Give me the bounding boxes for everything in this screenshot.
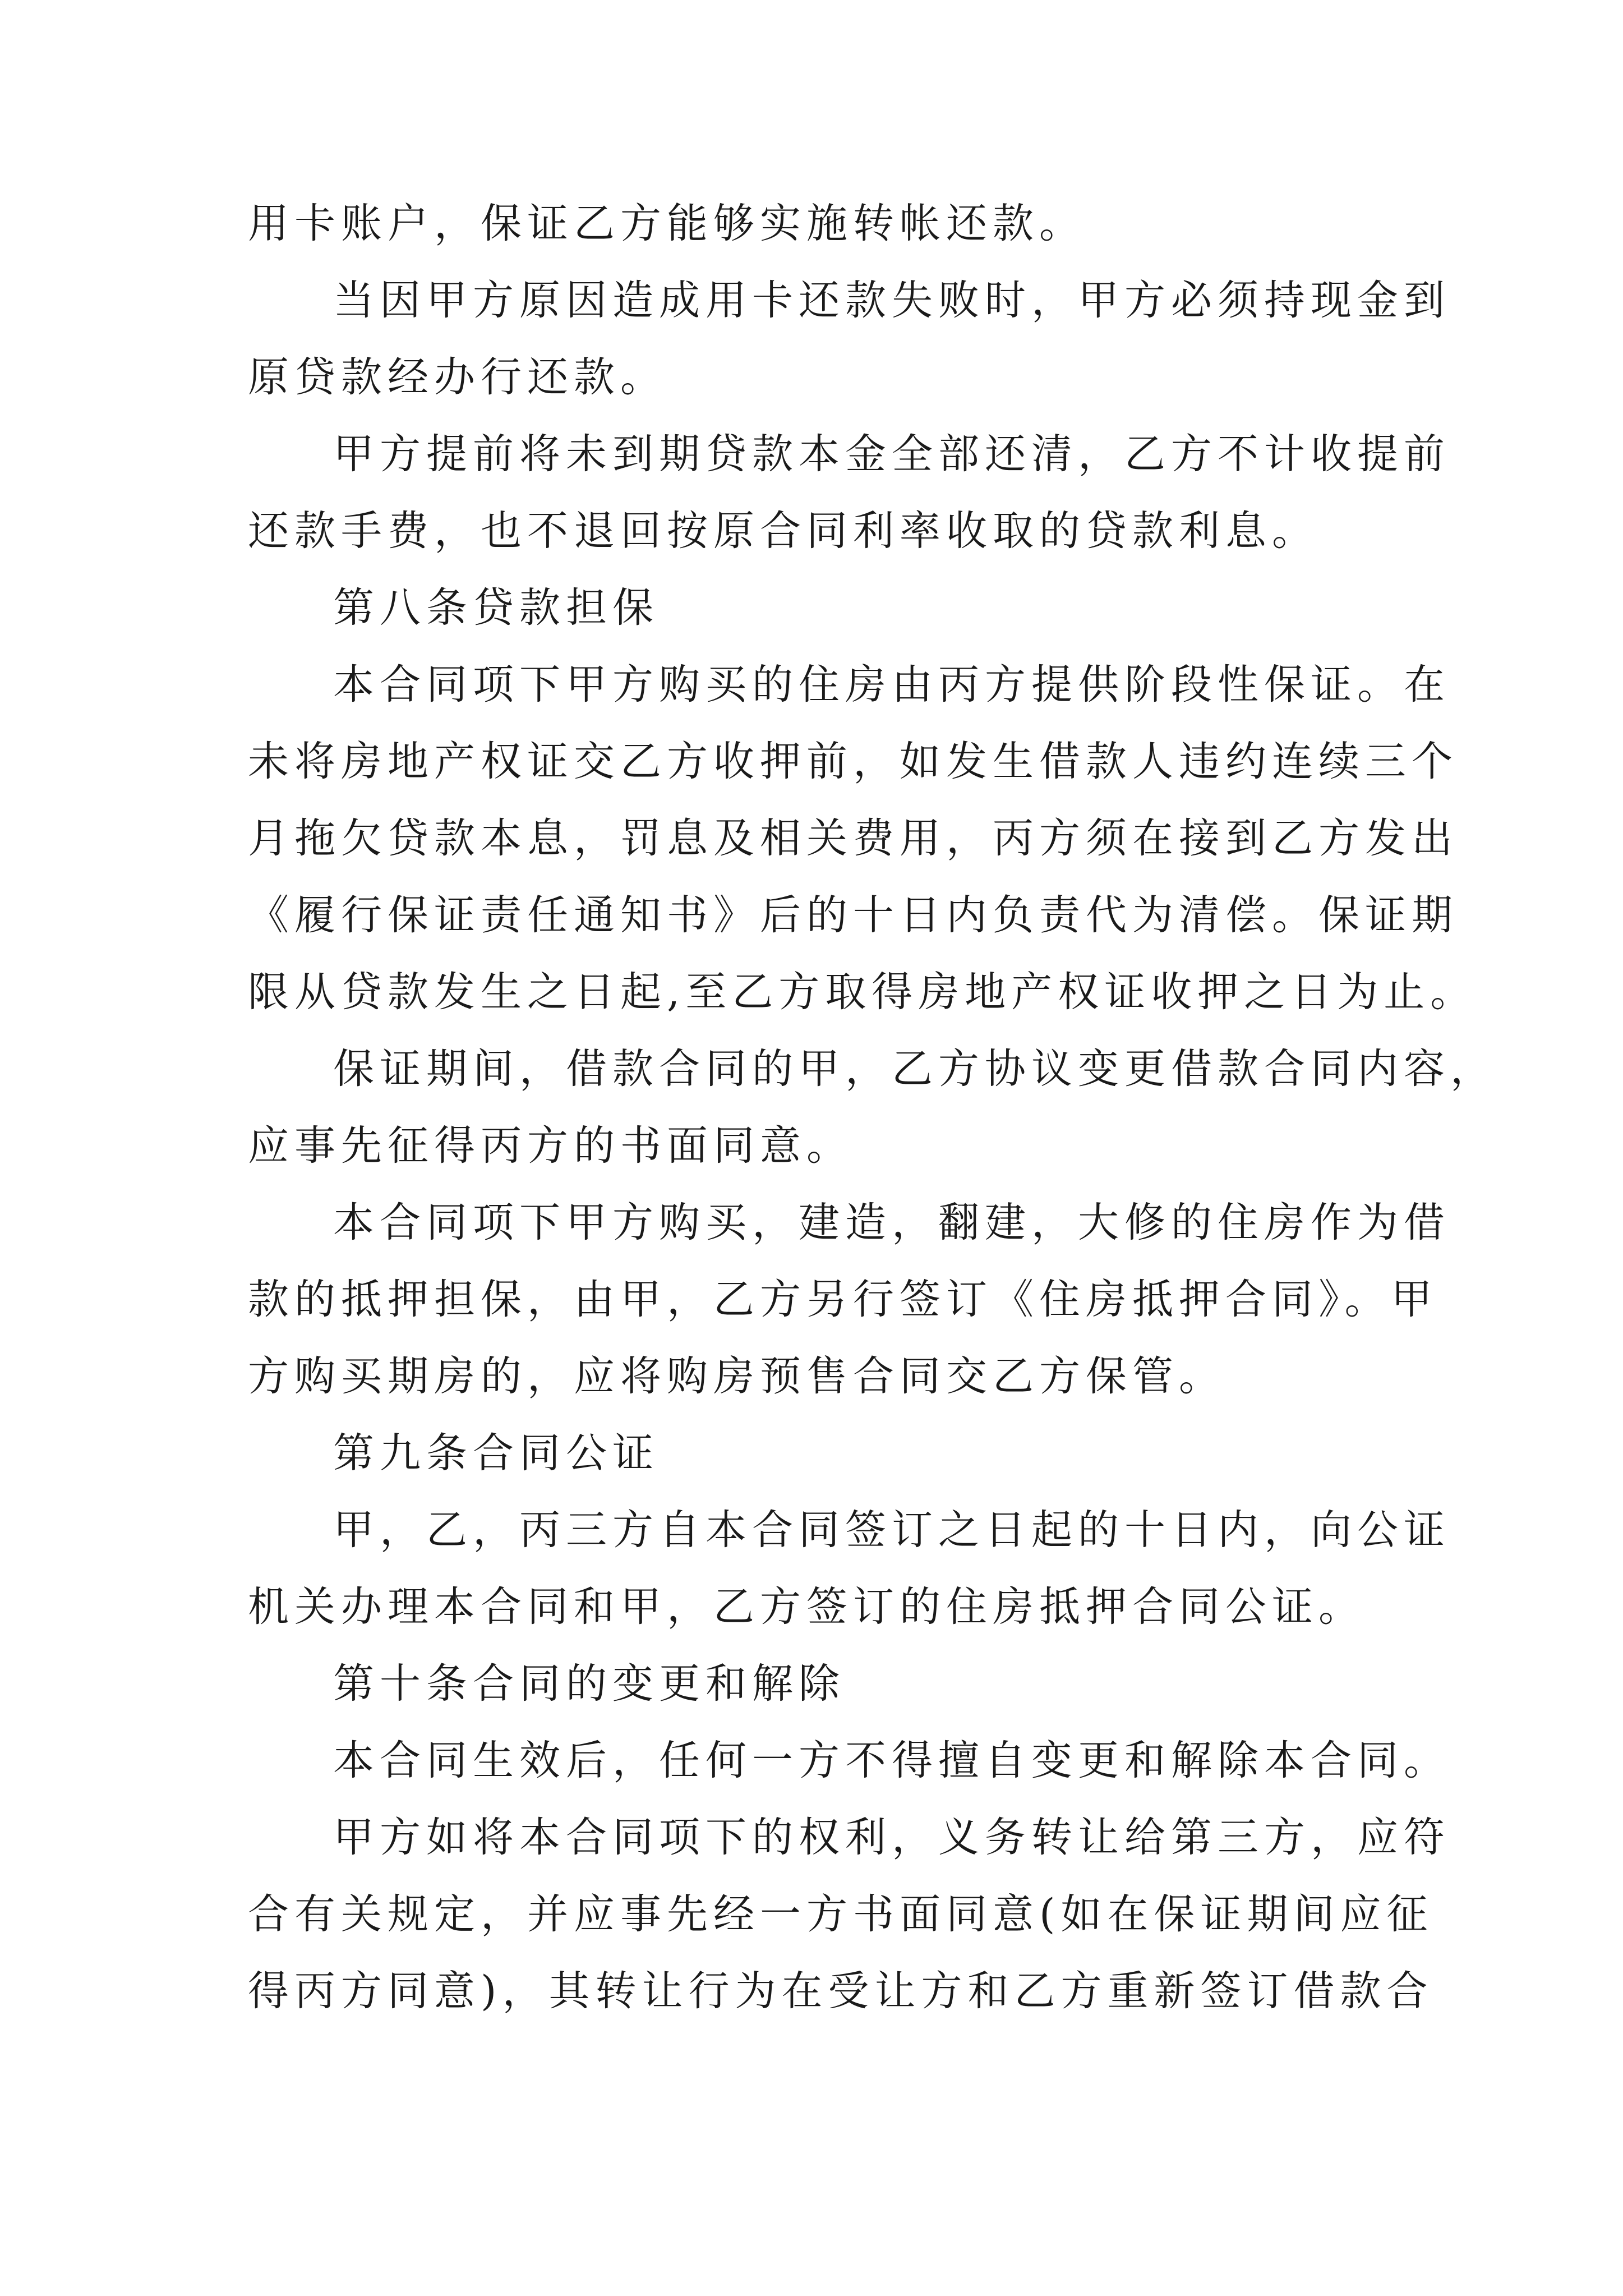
text-line: 《履行保证责任通知书》后的十日内负责代为清偿。保证期: [248, 891, 1458, 939]
paragraph-start: 本合同项下甲方购买的住房由丙方提供阶段性保证。在: [333, 661, 1450, 708]
paragraph-start: 保证期间，借款合同的甲，乙方协议变更借款合同内容，: [333, 1045, 1497, 1093]
paragraph-start: 甲，乙，丙三方自本合同签订之日起的十日内，向公证: [333, 1506, 1450, 1554]
text-line: 限从贷款发生之日起,至乙方取得房地产权证收押之日为止。: [248, 968, 1477, 1016]
text-line: 用卡账户，保证乙方能够实施转帐还款。: [248, 200, 1086, 247]
paragraph-start: 本合同生效后，任何一方不得擅自变更和解除本合同。: [333, 1737, 1450, 1784]
text-line: 还款手费，也不退回按原合同利率收取的贷款利息。: [248, 507, 1318, 555]
text-line: 机关办理本合同和甲，乙方签订的住房抵押合同公证。: [248, 1583, 1365, 1631]
section-heading-article-9: 第九条合同公证: [333, 1429, 659, 1477]
text-line: 得丙方同意)，其转让行为在受让方和乙方重新签订借款合: [248, 1967, 1433, 2015]
paragraph-start: 本合同项下甲方购买，建造，翻建，大修的住房作为借: [333, 1199, 1450, 1246]
document-body: [248, 185, 1497, 2030]
paragraph-start: 甲方如将本合同项下的权利，义务转让给第三方，应符: [333, 1814, 1450, 1861]
text-line: 应事先征得丙方的书面同意。: [248, 1122, 853, 1170]
section-heading-article-10: 第十条合同的变更和解除: [333, 1660, 845, 1708]
text-line: 月拖欠贷款本息，罚息及相关费用，丙方须在接到乙方发出: [248, 815, 1458, 862]
paragraph-start: 当因甲方原因造成用卡还款失败时，甲方必须持现金到: [333, 277, 1450, 324]
text-line: 款的抵押担保，由甲，乙方另行签订《住房抵押合同》。甲: [248, 1276, 1438, 1323]
text-line: 方购买期房的，应将购房预售合同交乙方保管。: [248, 1352, 1225, 1400]
paragraph-start: 甲方提前将未到期贷款本金全部还清，乙方不计收提前: [333, 430, 1450, 478]
text-line: 原贷款经办行还款。: [248, 353, 667, 401]
section-heading-article-8: 第八条贷款担保: [333, 584, 659, 632]
text-line: 未将房地产权证交乙方收押前，如发生借款人违约连续三个: [248, 738, 1458, 785]
text-line: 合有关规定，并应事先经一方书面同意(如在保证期间应征: [248, 1890, 1433, 1938]
